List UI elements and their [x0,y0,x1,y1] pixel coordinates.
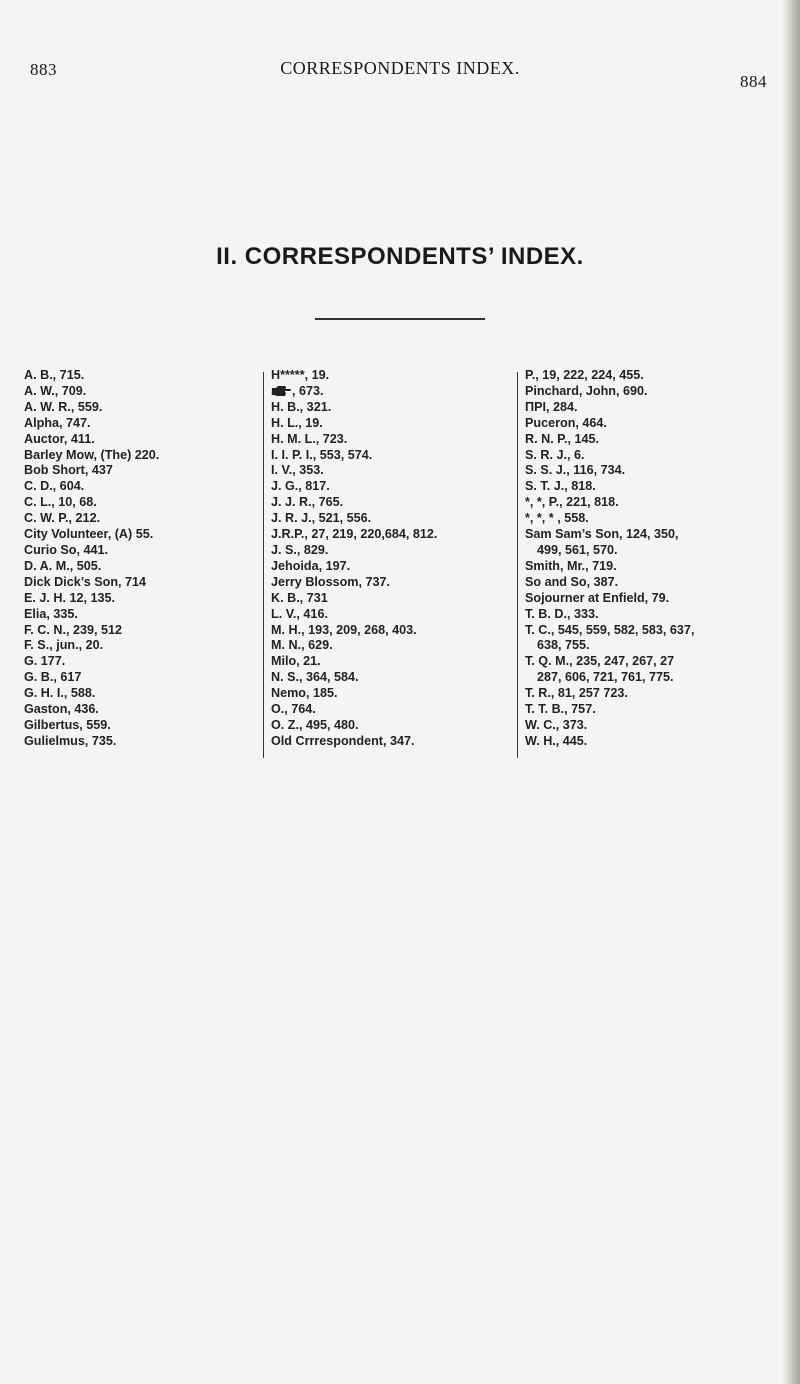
index-entry: Jehoida, 197. [271,558,351,573]
index-entry: O. Z., 495, 480. [271,717,359,732]
index-entry: J.R.P., 27, 219, 220,684, 812. [271,527,438,542]
index-entry: C. D., 604. [24,479,85,494]
index-entry: J. R. J., 521, 556. [271,511,372,526]
index-column-3 [525,368,780,750]
index-entry: S. T. J., 818. [525,479,596,494]
index-entry: G. B., 617 [24,670,82,685]
index-entry: E. J. H. 12, 135. [24,590,116,605]
index-entry: Gulielmus, 735. [24,733,117,748]
index-entry: C. W. P., 212. [24,511,101,526]
index-entry: Curio So, 441. [24,542,108,557]
index-entry: G. H. I., 588. [24,686,96,701]
index-entry: H. B., 321. [271,399,332,414]
index-entry: T. R., 81, 257 723. [525,686,628,701]
index-entry: M. H., 193, 209, 268, 403. [271,622,417,637]
index-entry: S. S. J., 116, 734. [525,463,626,478]
index-entry: O., 764. [271,702,316,717]
index-entry-continued: 638, 755. [537,638,590,653]
index-entry: *, *, P., 221, 818. [525,495,619,510]
index-column-1 [24,368,264,750]
index-entry-hand [271,384,511,400]
index-entry: A. W., 709. [24,383,87,398]
index-entry: T. B. D., 333. [525,606,599,621]
index-entry: Smith, Mr., 719. [525,558,617,573]
index-entry: Barley Mow, (The) 220. [24,447,160,462]
page-number-left: 883 [30,60,57,79]
index-entry: Elia, 335. [24,606,78,621]
index-entry: P., 19, 222, 224, 455. [525,368,644,382]
index-entry: Sam Sam’s Son, 124, 350, [525,527,679,542]
index-entry: D. A. M., 505. [24,558,102,573]
index-entry: T. C., 545, 559, 582, 583, 637, [525,622,695,637]
index-entry: G. 177. [24,654,66,669]
section-title: II. CORRESPONDENTS’ INDEX. [216,243,584,270]
index-entry: F. S., jun., 20. [24,638,104,653]
index-entry: Gaston, 436. [24,702,99,717]
index-entry: H*****, 19. [271,368,330,382]
index-entry-text: , 673. [292,383,324,398]
index-entry-continued: 499, 561, 570. [537,542,618,557]
index-entry-continued: 287, 606, 721, 761, 775. [537,670,674,685]
pointing-hand-icon [271,385,291,396]
column-divider [263,372,264,758]
index-entry: S. R. J., 6. [525,447,585,462]
index-entry: I. V., 353. [271,463,324,478]
index-entry: Milo, 21. [271,654,321,669]
index-entry: H. M. L., 723. [271,431,348,446]
index-entry: C. L., 10, 68. [24,495,97,510]
index-entry: A. B., 715. [24,368,85,382]
index-entry: Dick Dick’s Son, 714 [24,574,147,589]
index-entry: Old Crrrespondent, 347. [271,733,415,748]
index-entry: L. V., 416. [271,606,328,621]
index-entry: W. H., 445. [525,733,588,748]
index-entry: City Volunteer, (A) 55. [24,527,154,542]
index-entry: Sojourner at Enfield, 79. [525,590,670,605]
index-entry: Jerry Blossom, 737. [271,574,391,589]
index-entry: K. B., 731 [271,590,328,605]
index-entry: J. G., 817. [271,479,330,494]
index-entry: I. I. P. I., 553, 574. [271,447,373,462]
index-entry: Nemo, 185. [271,686,338,701]
index-entry: J. J. R., 765. [271,495,344,510]
index-column-2 [271,368,511,750]
index-entry: H. L., 19. [271,415,323,430]
index-entry: Bob Short, 437 [24,463,113,478]
index-entry: Puceron, 464. [525,415,607,430]
index-entry: T. Q. M., 235, 247, 267, 27 [525,654,675,669]
index-entry: M. N., 629. [271,638,333,653]
index-entry: Pinchard, John, 690. [525,383,648,398]
index-entry: So and So, 387. [525,574,619,589]
index-entry: R. N. P., 145. [525,431,599,446]
index-entry: F. C. N., 239, 512 [24,622,123,637]
index-entry: Gilbertus, 559. [24,717,111,732]
index-entry: W. C., 373. [525,717,588,732]
running-title: CORRESPONDENTS INDEX. [280,58,520,78]
title-rule [315,318,485,320]
index-entry: J. S., 829. [271,542,329,557]
index-entry: T. T. B., 757. [525,702,596,717]
page-number-right: 884 [740,72,767,91]
index-entry: *, *, * , 558. [525,511,589,526]
index-entry: Alpha, 747. [24,415,91,430]
page-edge-shadow [782,0,800,1384]
index-entry: N. S., 364, 584. [271,670,359,685]
column-divider [517,372,518,758]
index-entry: ΠΡΙ, 284. [525,399,578,414]
index-entry: Auctor, 411. [24,431,95,446]
index-entry: A. W. R., 559. [24,399,103,414]
